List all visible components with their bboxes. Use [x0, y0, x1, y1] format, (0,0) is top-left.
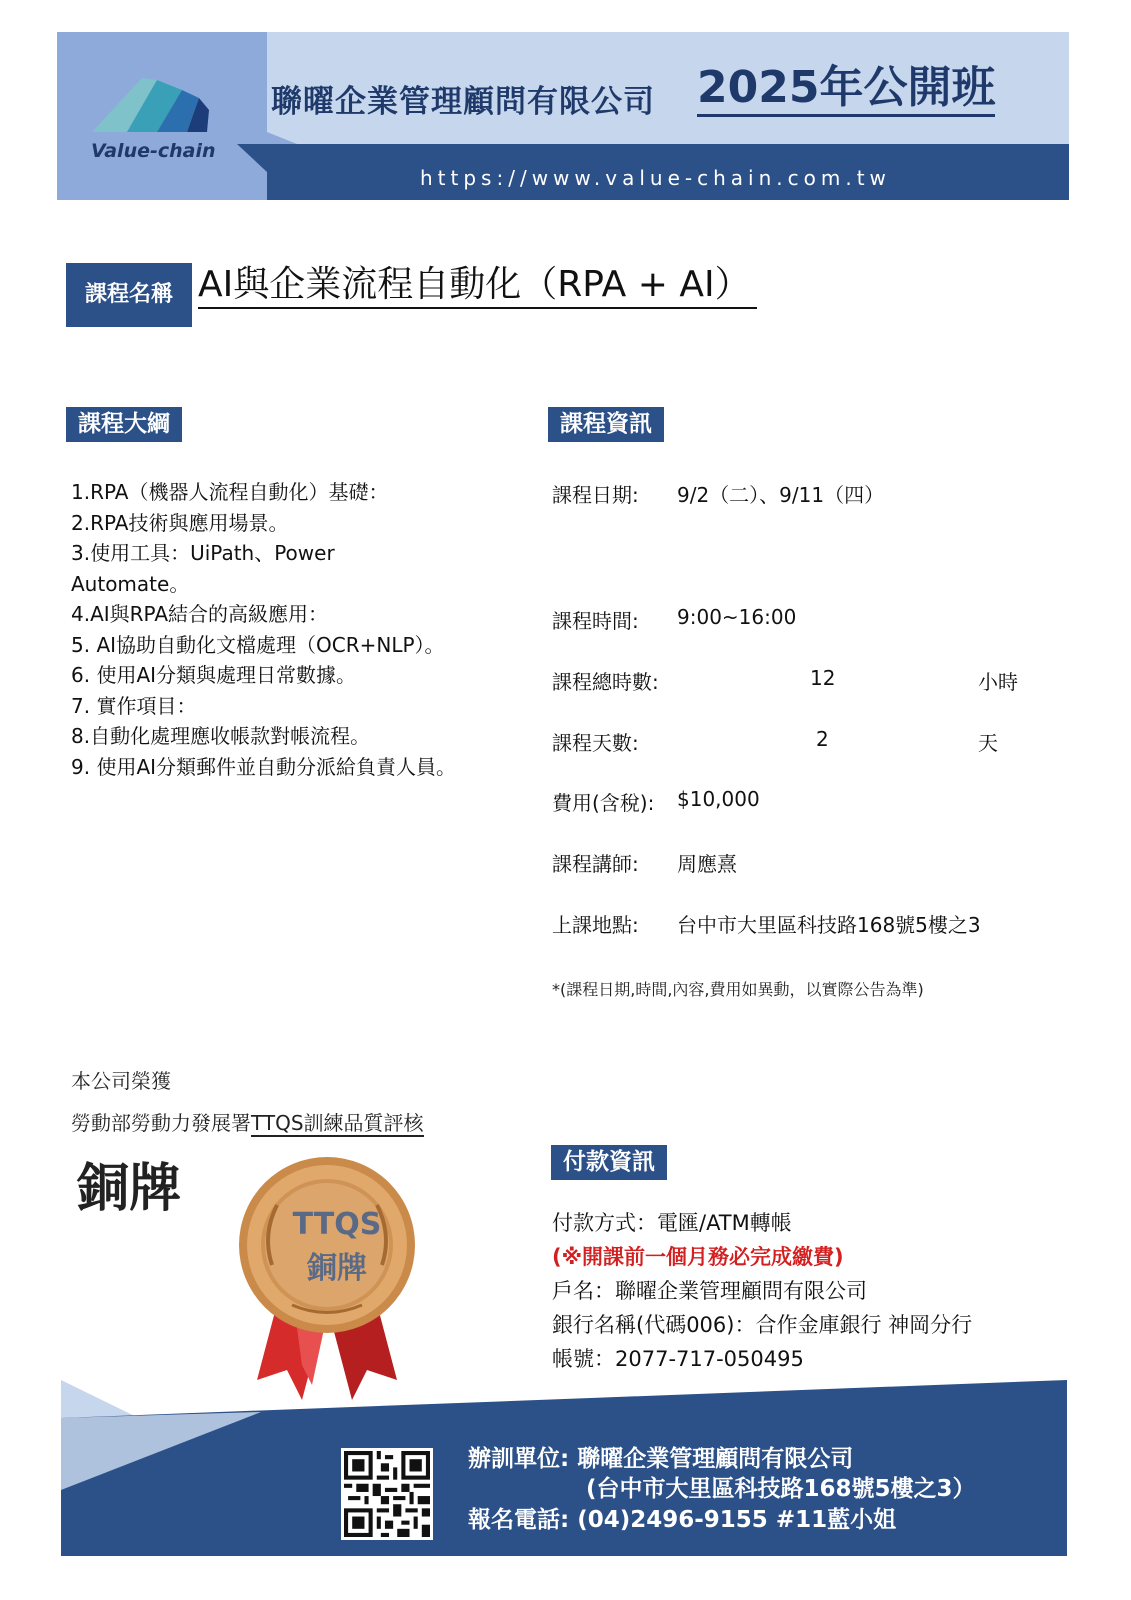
days-value: 2	[816, 727, 829, 751]
location-value: 台中市大里區科技路168號5樓之3	[677, 913, 981, 937]
info-section-tag: 課程資訊	[548, 407, 664, 442]
outline-item: Automate。	[71, 571, 190, 596]
outline-item: 5. AI協助自動化文檔處理（OCR+NLP）。	[71, 632, 445, 657]
outline-section-tag: 課程大綱	[66, 407, 182, 442]
website-link[interactable]: https://www.value-chain.com.tw	[420, 166, 891, 190]
header-banner	[57, 32, 1069, 200]
award-description	[71, 1107, 424, 1136]
time-value: 9:00~16:00	[677, 605, 797, 629]
award-level: 銅牌	[77, 1159, 182, 1219]
fee-label: 費用(含稅):	[552, 791, 655, 815]
course-title: AI與企業流程自動化（RPA + AI）	[198, 262, 757, 309]
value-chain-logo-icon	[87, 70, 217, 140]
account-name: 戶名：聯曜企業管理顧問有限公司	[552, 1279, 867, 1303]
payment-details	[552, 1206, 972, 1376]
location-label: 上課地點:	[552, 913, 639, 937]
outline-item: 6. 使用AI分類與處理日常數據。	[71, 663, 357, 687]
qr-code-icon[interactable]	[341, 1448, 433, 1540]
medal-text-bronze: 銅牌	[307, 1251, 367, 1286]
medal-text-ttqs: TTQS	[292, 1207, 382, 1242]
footer-address: (台中市大里區科技路168號5樓之3）	[586, 1476, 976, 1502]
fee-value: $10,000	[677, 787, 760, 811]
award-agency: 勞動部勞動力發展署	[71, 1111, 251, 1135]
payment-warning: (※開課前一個月務必完成繳費)	[552, 1245, 844, 1269]
date-value: 9/2（二）、9/11（四）	[677, 483, 885, 507]
outline-list	[71, 477, 511, 782]
outline-item: 9. 使用AI分類郵件並自動分派給負責人員。	[71, 754, 457, 779]
teacher-value: 周應熹	[677, 852, 737, 876]
award-intro: 本公司榮獲	[71, 1069, 171, 1093]
company-name: 聯曜企業管理顧問有限公司	[271, 84, 655, 120]
course-name-label: 課程名稱	[66, 263, 192, 327]
footer-phone: 報名電話: (04)2496-9155 #11藍小姐	[468, 1507, 897, 1533]
outline-item: 2.RPA技術與應用場景。	[71, 510, 289, 535]
outline-item: 3.使用工具：UiPath、Power	[71, 541, 335, 565]
footer-organizer: 辦訓單位: 聯曜企業管理顧問有限公司	[468, 1446, 854, 1472]
days-unit: 天	[978, 731, 998, 755]
outline-item: 8.自動化處理應收帳款對帳流程。	[71, 724, 371, 748]
hours-unit: 小時	[978, 670, 1018, 694]
hours-label: 課程總時數:	[552, 670, 659, 694]
days-label: 課程天數:	[552, 731, 639, 755]
year-title: 2025年公開班	[697, 64, 995, 117]
payment-method: 付款方式：電匯/ATM轉帳	[552, 1211, 792, 1235]
outline-item: 7. 實作項目：	[71, 693, 197, 718]
award-program: TTQS訓練品質評核	[251, 1111, 424, 1135]
hours-value: 12	[810, 666, 836, 690]
date-label: 課程日期:	[552, 483, 639, 507]
teacher-label: 課程講師:	[552, 852, 639, 876]
outline-item: 1.RPA（機器人流程自動化）基礎：	[71, 480, 389, 504]
disclaimer-note: *(課程日期,時間,內容,費用如異動，以實際公告為準)	[552, 980, 924, 999]
account-number: 帳號：2077-717-050495	[552, 1347, 804, 1371]
time-label: 課程時間:	[552, 609, 639, 633]
payment-section-tag: 付款資訊	[551, 1145, 667, 1180]
bank-name: 銀行名稱(代碼006)：合作金庫銀行 神岡分行	[552, 1313, 973, 1337]
logo-text: Value-chain	[91, 140, 216, 162]
outline-item: 4.AI與RPA結合的高級應用：	[71, 602, 329, 626]
